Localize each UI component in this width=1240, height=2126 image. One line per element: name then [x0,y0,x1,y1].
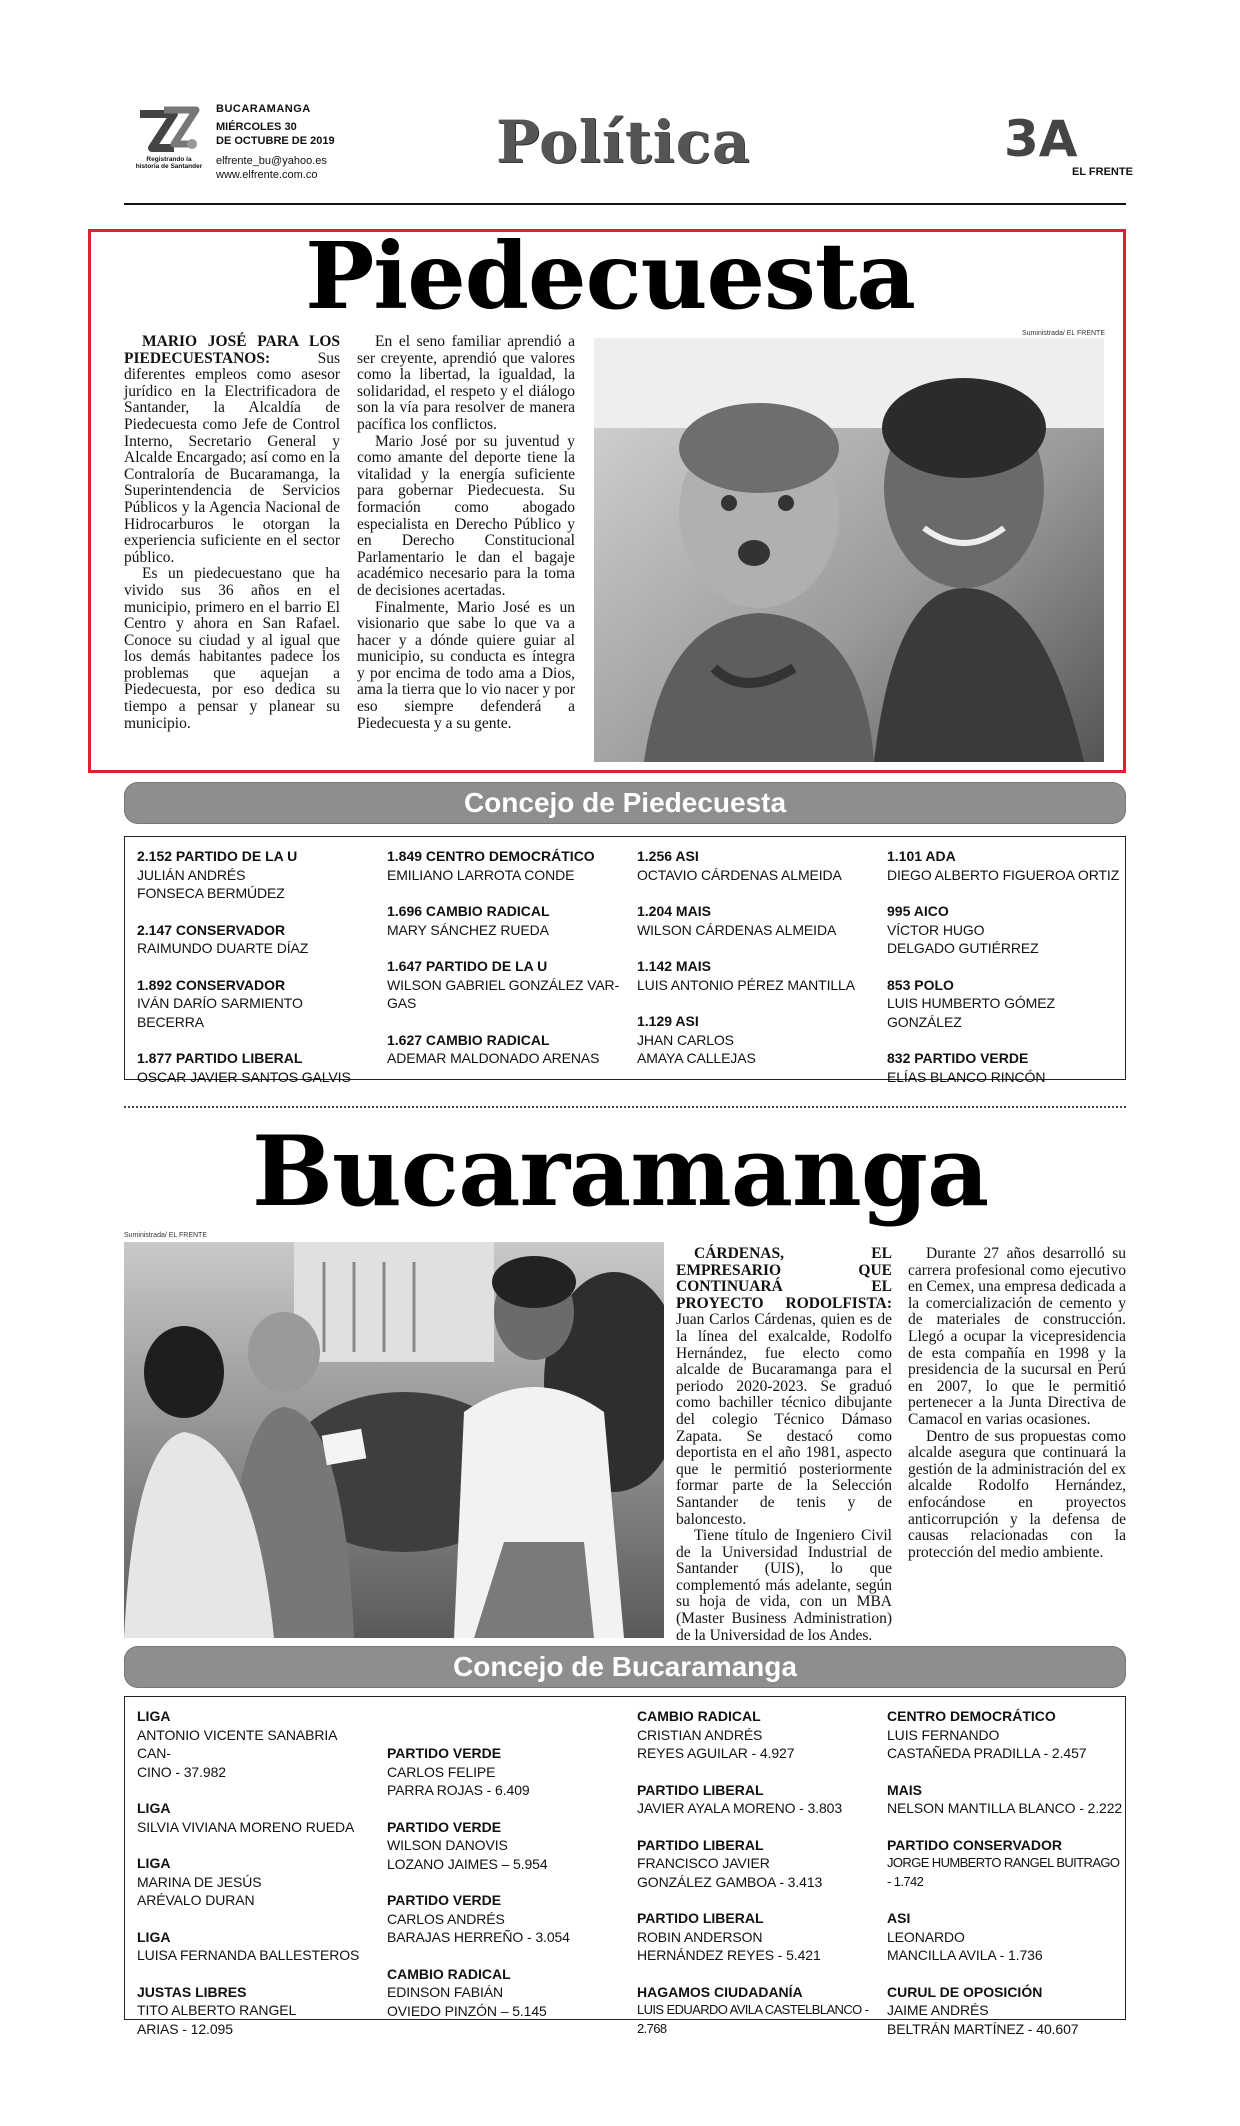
bucaramanga-paragraph: Dentro de sus propuestas como alcalde asegura que continuará la gestión de la administración del ex alcalde Rodolfo Hernández, enfocándose en proyectos anticorrupción y la defensa de causas relacionadas con la protección del medio ambiente. [908,1427,1126,1561]
candidate-name: LUIS EDUARDO AVILA CASTELBLANCO - 2.768 [637,2002,869,2036]
result-entry [887,1836,1123,1892]
result-entry [887,1707,1123,1763]
candidate-name: REYES AGUILAR - 4.927 [637,1745,795,1761]
result-entry [637,1781,873,1818]
bucaramanga-paragraph: Durante 27 años desarrolló su carrera profesional como ejecutivo en Cemex, una empresa dedicada a la comercialización de cemento y de materiales de construcción. Llegó a ocupar la vicepresidencia de esta compañía en 1998 y la presidencia de la sucursal en Perú en 2007, lo que le permitió pertenecer a la Junta Directiva de Camacol en varias ocasiones. [908,1245,1126,1428]
candidate-name: CRISTIAN ANDRÉS [637,1726,763,1743]
result-entry [637,1909,873,1965]
party-name: CAMBIO RADICAL [387,1965,511,1982]
candidate-name: DELGADO GUTIÉRREZ [887,940,1039,956]
bucaramanga-photo-credit: Suministrada/ EL FRENTE [124,1232,207,1239]
result-entry [387,1031,623,1068]
result-entry [637,957,873,994]
result-entry [137,847,373,903]
result-entry [387,1744,623,1800]
piedecuesta-paragraph: Mario José por su juventud y como amante del deporte tiene la vitalidad y la energía suficiente para gobernar Piedecuesta. Su formación como abogado especialista en Derecho Público y en Derecho Constitucional Parlamentario le dan el bagaje académico necesario para la toma de decisiones acertadas. [357,432,575,599]
concejo-piedecuesta-banner: Concejo de Piedecuesta [124,782,1126,824]
header-date-line1: MIÉRCOLES 30 [216,121,297,133]
candidate-name: ANTONIO VICENTE SANABRIA CAN- [137,1726,337,1761]
party-votes: 853 POLO [887,976,954,993]
candidate-name: VÍCTOR HUGO [887,921,985,938]
piedecuesta-col-1 [124,334,340,732]
candidate-name: RAIMUNDO DUARTE DÍAZ [137,940,309,956]
party-votes: 2.152 PARTIDO DE LA U [137,848,298,864]
result-entry [637,1012,873,1068]
party-name: PARTIDO VERDE [387,1892,502,1908]
piedecuesta-photo-credit: Suministrada/ EL FRENTE [1022,330,1105,337]
result-entry [387,847,623,884]
results-column [637,847,873,1086]
party-name: CAMBIO RADICAL [637,1708,761,1724]
candidate-name: CARLOS ANDRÉS [387,1910,505,1927]
candidate-name: WILSON GABRIEL GONZÁLEZ VAR- [387,976,620,993]
bucaramanga-col-1 [676,1246,892,1644]
piedecuesta-paragraph: Es un piedecuestano que ha vivido sus 36 años en el municipio, primero en el barrio El Centro y ahora en San Rafael. Conoce su ciudad y al igual que los demás habitantes padece los problemas que aquejan a Piedecuesta, por eso dedica su tiempo a pensar y planear su municipio. [124,565,340,732]
page-number: 3A [1004,110,1078,168]
logo-tagline: Registrando la historia de Santander [135,156,203,170]
result-entry [137,1049,373,1086]
candidate-name: LEONARDO [887,1928,965,1945]
header-meta [216,102,335,182]
bucaramanga-text: Juan Carlos Cárdenas, quien es de la línea del exalcalde, Rodolfo Hernández, fue electo como alcalde de Bucaramanga para el periodo 2020-2023. Se graduó como bachiller técnico dibujante del colegio Técnico Dámaso Zapata. Se destacó como deportista en el año 1981, aspecto que le permitió posteriormente formar parte de la Selección Santander de tenis y de baloncesto. [676,1311,892,1528]
header-email[interactable]: elfrente_bu@yahoo.es [216,155,327,167]
party-votes: 1.627 CAMBIO RADICAL [387,1031,550,1048]
result-entry [637,1707,873,1763]
piedecuesta-col-2 [357,334,575,732]
candidate-name: MARY SÁNCHEZ RUEDA [387,921,549,938]
result-entry [137,1799,373,1836]
piedecuesta-text: Sus diferentes empleos como asesor jurídico en la Electrificadora de Santander, la Alcaldía de Piedecuesta como Jefe de Control Interno, Secretario General y Alcalde Encargado; así como en la Contraloría de Bucaramanga, la Superintendencia de Servicios Públicos y la Agencia Nacional de Hidrocarburos le otorgan la experiencia suficiente en el sector público. [124,349,340,566]
party-votes: 832 PARTIDO VERDE [887,1050,1029,1066]
party-votes: 1.696 CAMBIO RADICAL [387,903,550,919]
candidate-name: JAVIER AYALA MORENO - 3.803 [637,1800,843,1816]
result-entry [137,1983,373,2039]
results-column [387,847,623,1086]
bucaramanga-candidate-photo [124,1242,664,1638]
concejo-piedecuesta-results [124,836,1126,1085]
candidate-name: AMAYA CALLEJAS [637,1050,756,1066]
party-votes: 1.101 ADA [887,848,956,864]
result-entry [387,1818,623,1874]
results-column [387,1744,623,2038]
result-entry [637,1983,873,2039]
candidate-name: SILVIA VIVIANA MORENO RUEDA [137,1818,355,1835]
candidate-name: GAS [387,995,417,1011]
party-votes: 1.142 MAIS [637,958,711,974]
result-entry [887,847,1123,884]
concejo-bucaramanga-banner: Concejo de Bucaramanga [124,1646,1126,1688]
party-name: ASI [887,1910,911,1926]
candidate-name: TITO ALBERTO RANGEL [137,2002,297,2018]
candidate-name: ROBIN ANDERSON [637,1928,763,1945]
candidate-name: FRANCISCO JAVIER [637,1855,770,1871]
piedecuesta-paragraph: En el seno familiar aprendió a ser creyente, aprendió que valores como la libertad, la igualdad, la solidaridad, el respeto y el diálogo son la vía para resolver de manera pacífica los conflictos. [357,333,575,433]
result-entry [887,902,1123,958]
party-votes: 1.849 CENTRO DEMOCRÁTICO [387,848,595,864]
party-name: JUSTAS LIBRES [137,1983,247,2000]
bucaramanga-title: Bucaramanga [251,1115,989,1228]
header-date-line2: DE OCTUBRE DE 2019 [216,135,335,147]
candidate-name: JHAN CARLOS [637,1031,734,1048]
piedecuesta-paragraph: Finalmente, Mario José es un visionario que sabe lo que va a hacer y a dónde quiere guiar al municipio, su conducta es íntegra y por encima de todo ama a Dios, ama la tierra que lo vio nacer y por eso siempre defenderá a Piedecuesta y a su gente. [357,598,575,732]
candidate-name: JAIME ANDRÉS [887,2002,989,2018]
piedecuesta-paragraph [124,334,340,566]
party-votes: 1.256 ASI [637,848,699,864]
result-entry [137,976,373,1032]
party-name: CENTRO DEMOCRÁTICO [887,1708,1056,1724]
candidate-name: EDINSON FABIÁN [387,1984,504,2000]
result-entry [137,1707,373,1781]
header-website[interactable]: www.elfrente.com.co [216,169,318,181]
result-entry [887,1983,1123,2039]
result-entry [137,921,373,958]
candidate-name: JULIÁN ANDRÉS [137,866,246,883]
candidate-name: ADEMAR MALDONADO ARENAS [387,1050,600,1066]
candidate-name: CASTAÑEDA PRADILLA - 2.457 [887,1745,1087,1761]
candidate-name: HERNÁNDEZ REYES - 5.421 [637,1947,821,1963]
party-name: LIGA [137,1800,171,1816]
candidate-name: FONSECA BERMÚDEZ [137,885,285,901]
result-entry [887,976,1123,1032]
party-votes: 1.129 ASI [637,1013,699,1029]
candidate-name: DIEGO ALBERTO FIGUEROA ORTIZ [887,866,1120,883]
results-column [137,847,373,1104]
candidate-name: PARRA ROJAS - 6.409 [387,1782,530,1798]
candidate-name: ELÍAS BLANCO RINCÓN [887,1068,1046,1085]
party-name: PARTIDO LIBERAL [637,1910,764,1926]
candidate-name: BARAJAS HERREÑO - 3.054 [387,1929,570,1945]
piedecuesta-candidate-photo [594,338,1104,762]
section-title: Política [496,108,751,176]
candidate-name: BELTRÁN MARTÍNEZ - 40.607 [887,2020,1079,2037]
party-name: PARTIDO CONSERVADOR [887,1836,1063,1853]
result-entry [387,902,623,939]
candidate-name: CINO - 37.982 [137,1763,226,1780]
candidate-name: MANCILLA AVILA - 1.736 [887,1947,1043,1963]
party-name: MAIS [887,1781,922,1798]
bucaramanga-col-2 [908,1246,1126,1561]
party-votes: 1.647 PARTIDO DE LA U [387,958,548,974]
bucaramanga-paragraph [676,1246,892,1528]
result-entry [137,1854,373,1910]
party-name: PARTIDO LIBERAL [637,1836,764,1853]
candidate-name: LUISA FERNANDA BALLESTEROS [137,1947,360,1963]
result-entry [637,847,873,884]
section-divider [124,1106,1126,1108]
candidate-name: MARINA DE JESÚS [137,1873,262,1890]
candidate-name: LUIS HUMBERTO GÓMEZ GONZÁLEZ [887,995,1055,1030]
result-entry [887,1049,1123,1086]
candidate-name: OCTAVIO CÁRDENAS ALMEIDA [637,866,842,883]
results-column [637,1707,873,2056]
result-entry [137,1928,373,1965]
result-entry [887,1909,1123,1965]
party-name: PARTIDO VERDE [387,1818,502,1835]
result-entry [387,957,623,1013]
results-column [887,1707,1123,2056]
piedecuesta-kicker: MARIO JOSÉ PARA LOS PIEDECUESTANOS: [124,333,340,367]
result-entry [387,1965,623,2021]
candidate-name: WILSON DANOVIS [387,1837,508,1853]
header-rule [124,203,1126,205]
candidate-name: IVÁN DARÍO SARMIENTO BECERRA [137,995,303,1030]
result-entry [637,902,873,939]
party-name: PARTIDO VERDE [387,1745,502,1761]
party-name: HAGAMOS CIUDADANÍA [637,1983,803,2000]
candidate-name: LUIS FERNANDO [887,1726,1000,1743]
party-name: LIGA [137,1708,171,1724]
result-entry [387,1891,623,1947]
candidate-name: CARLOS FELIPE [387,1763,496,1780]
result-entry [637,1836,873,1892]
candidate-name: JORGE HUMBERTO RANGEL BUITRAGO - 1.742 [887,1855,1120,1889]
party-name: PARTIDO LIBERAL [637,1781,764,1798]
party-name: CURUL DE OPOSICIÓN [887,1983,1043,2000]
piedecuesta-title: Piedecuesta [305,222,915,330]
concejo-bucaramanga-results [124,1696,1126,2037]
party-votes: 1.877 PARTIDO LIBERAL [137,1050,303,1066]
result-entry [887,1781,1123,1818]
party-name: LIGA [137,1855,171,1871]
candidate-name: WILSON CÁRDENAS ALMEIDA [637,921,837,938]
candidate-name: OSCAR JAVIER SANTOS GALVIS [137,1068,351,1085]
party-votes: 995 AICO [887,903,949,919]
newspaper-logo [134,104,204,176]
candidate-name: EMILIANO LARROTA CONDE [387,866,575,883]
results-column [137,1707,373,2056]
party-votes: 1.204 MAIS [637,903,711,919]
results-column [887,847,1123,1104]
candidate-name: ARIAS - 12.095 [137,2020,233,2037]
candidate-name: NELSON MANTILLA BLANCO - 2.222 [887,1800,1123,1816]
candidate-name: LUIS ANTONIO PÉREZ MANTILLA [637,976,855,993]
candidate-name: GONZÁLEZ GAMBOA - 3.413 [637,1873,823,1890]
publication-name: EL FRENTE [1072,166,1133,178]
bucaramanga-paragraph: Tiene título de Ingeniero Civil de la Universidad Industrial de Santander (UIS), lo que complementó más adelante, según su hoja de vida, con un MBA (Master Business Administration) de la Universidad de los Andes. [676,1527,892,1644]
bucaramanga-kicker: CÁRDENAS, EL EMPRESARIO QUE CONTINUARÁ EL PROYECTO RODOLFISTA: [676,1245,892,1312]
candidate-name: LOZANO JAIMES – 5.954 [387,1855,548,1872]
party-votes: 1.892 CONSERVADOR [137,976,286,993]
party-name: LIGA [137,1928,171,1945]
header-city: BUCARAMANGA [216,103,311,115]
candidate-name: OVIEDO PINZÓN – 5.145 [387,2002,547,2019]
candidate-name: ARÉVALO DURAN [137,1892,255,1908]
party-votes: 2.147 CONSERVADOR [137,921,286,938]
